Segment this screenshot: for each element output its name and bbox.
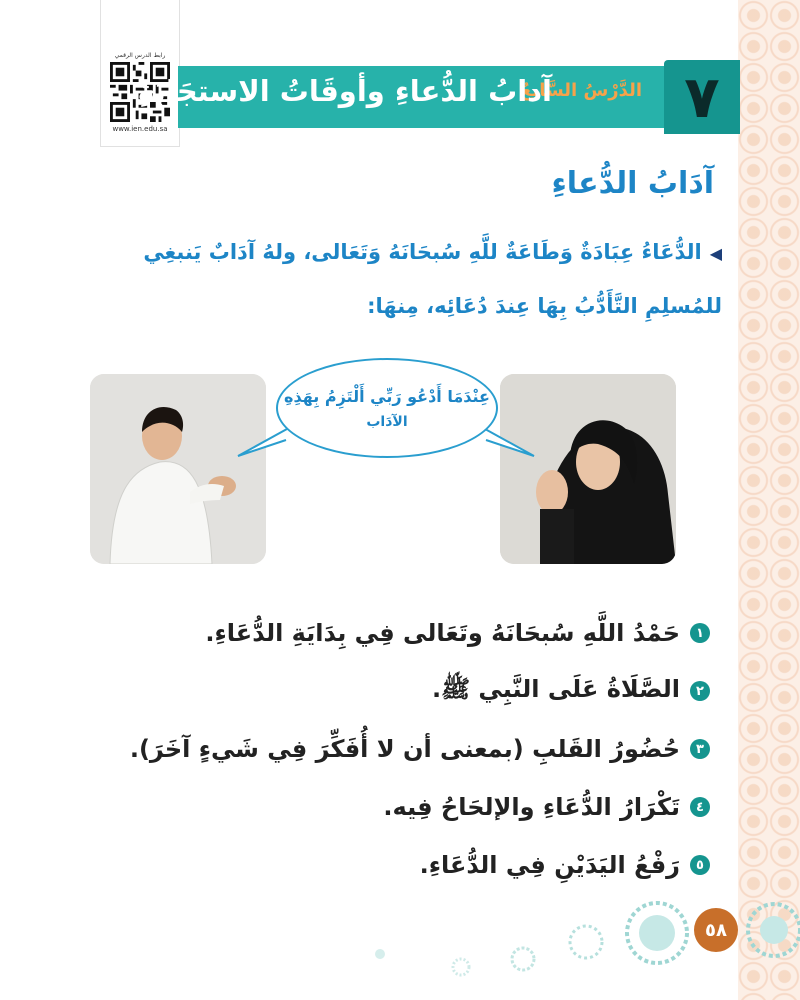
- item-number-badge: ٢: [690, 681, 710, 701]
- item-number-badge: ١: [690, 623, 710, 643]
- list-item: [130, 778, 710, 836]
- item-number-badge: ٥: [690, 855, 710, 875]
- pointer-arrow-icon: ◀: [709, 244, 722, 263]
- decorative-rosette-icon: [372, 946, 388, 962]
- page-number: ٥٨: [694, 908, 738, 952]
- section-title: آدَابُ الدُّعاءِ: [551, 166, 714, 201]
- item-text: حُضُورُ القَلبِ (بمعنى أن لا أُفَكِّرَ فِي شَيءٍ آخَرَ).: [129, 735, 680, 763]
- item-number-badge: ٤: [690, 797, 710, 817]
- boy-praying-photo: [90, 374, 266, 564]
- boy-praying-illustration: [90, 374, 266, 564]
- decorative-rosette-icon: [508, 944, 538, 974]
- item-text: الصَّلَاةُ عَلَى النَّبِي ﷺ.: [431, 674, 680, 703]
- lesson-number: ٧: [664, 60, 740, 134]
- lesson-label: الدَّرْسُ السَّابعُ: [520, 80, 642, 101]
- item-text: رَفْعُ اليَدَيْنِ فِي الدُّعَاءِ.: [419, 851, 680, 879]
- qr-caption: رابط الدرس الرقمي: [114, 52, 166, 59]
- qr-url[interactable]: www.ien.edu.sa: [112, 125, 168, 133]
- speech-bubble-line-1: عِنْدَمَا أَدْعُو رَبِّي أَلْتَزِمُ بِهَذِهِ: [284, 386, 490, 406]
- girl-praying-illustration: [500, 374, 676, 564]
- item-number-badge: ٣: [690, 739, 710, 759]
- etiquette-list: [130, 604, 710, 894]
- item-text: حَمْدُ اللَّهِ سُبحَانَهُ وتَعَالى فِي بِدَايَةِ الدُّعَاءِ.: [205, 619, 680, 647]
- list-item: [130, 662, 710, 720]
- speech-bubble-line-2: الآدَاب: [366, 413, 408, 430]
- girl-praying-photo: [500, 374, 676, 564]
- decorative-rosette-icon: [450, 956, 472, 978]
- list-item: [130, 604, 710, 662]
- intro-paragraph: [62, 226, 722, 332]
- decorative-rosette-icon: [566, 922, 606, 962]
- decorative-rosette-icon: [622, 898, 692, 968]
- decorative-pattern-strip: [738, 0, 800, 1000]
- lesson-title: آدابُ الدُّعاءِ وأوقَاتُ الاستجَابَةِ: [137, 74, 552, 108]
- list-item: [130, 720, 710, 778]
- intro-text: الدُّعَاءُ عِبَادَةٌ وَطَاعَةٌ للَّهِ سُبحَانَهُ وَتَعَالى، ولهُ آدَابٌ يَنبغِي للمُسلِمِ التَّأَدُّبُ بِهَا عِندَ دُعَائِه، مِنهَا:: [143, 240, 722, 318]
- speech-bubble: [276, 358, 498, 458]
- item-text: تَكْرَارُ الدُّعَاءِ والإلحَاحُ فِيه.: [383, 793, 680, 821]
- decorative-rosette-icon: [744, 900, 800, 960]
- list-item: [130, 836, 710, 894]
